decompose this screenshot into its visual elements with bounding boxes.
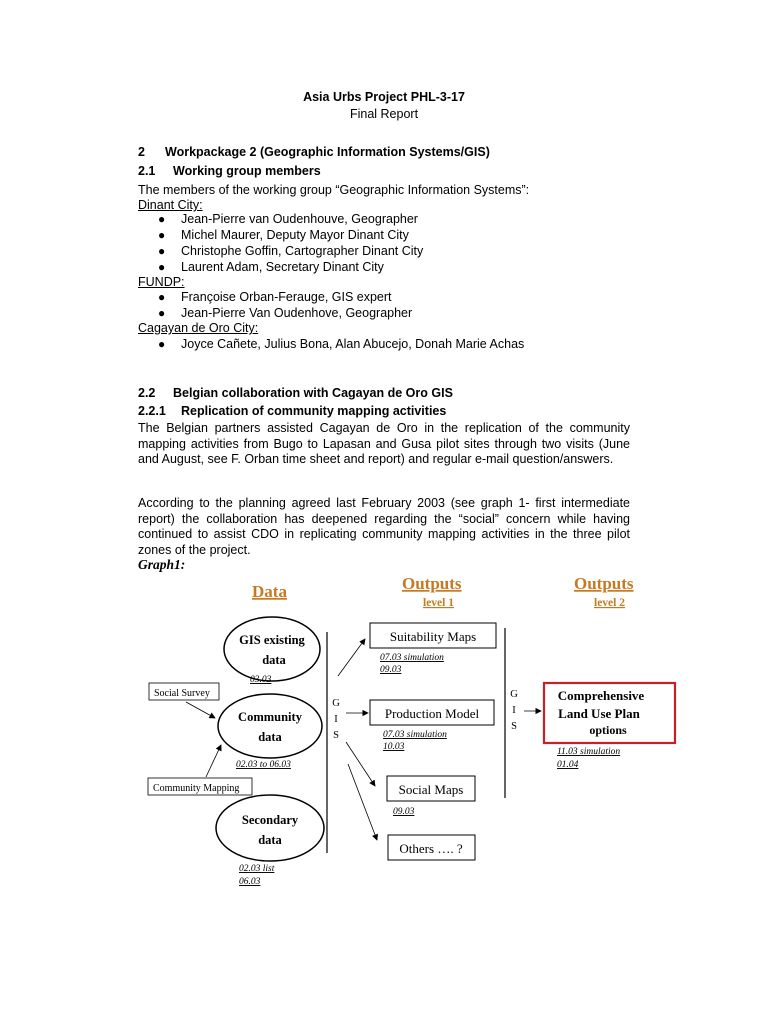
gis-letter: I xyxy=(512,705,516,716)
bullet-icon: ● xyxy=(158,337,166,351)
gis-letter: S xyxy=(333,730,339,741)
section-2-heading: Workpackage 2 (Geographic Information Systems/GIS) xyxy=(165,145,490,159)
member-item: Françoise Orban-Ferauge, GIS expert xyxy=(181,290,392,304)
section-2-2-1-number: 2.2.1 xyxy=(138,404,166,418)
heading-outputs-1: Outputs xyxy=(402,574,462,593)
section-2-number: 2 xyxy=(138,145,145,159)
bullet-icon: ● xyxy=(158,244,166,258)
section-2-1-heading: Working group members xyxy=(173,164,321,178)
paragraph-replication: The Belgian partners assisted Cagayan de Oro in the replication of the community mapping activities from Bugo to Lapasan and Gusa pilot sites through two visits (June and August, see F. Orban time sheet and report) and regular e-mail question/answers. xyxy=(138,421,630,466)
gis-letter: S xyxy=(511,721,517,732)
member-item: Laurent Adam, Secretary Dinant City xyxy=(181,260,384,274)
social-maps-date: 09.03 xyxy=(393,807,415,817)
heading-level-1: level 1 xyxy=(423,597,454,609)
gis-existing-data-node xyxy=(224,617,320,681)
gis-letter: G xyxy=(332,698,340,709)
member-item: Jean-Pierre van Oudenhouve, Geographer xyxy=(181,212,418,226)
community-label-1: Community xyxy=(238,710,302,724)
member-item: Christophe Goffin, Cartographer Dinant City xyxy=(181,244,424,258)
social-survey-label: Social Survey xyxy=(154,688,210,699)
arrow-to-others xyxy=(348,764,377,840)
secondary-label-2: data xyxy=(258,833,282,847)
heading-level-2: level 2 xyxy=(594,597,625,609)
report-subtitle: Final Report xyxy=(349,107,419,121)
others-label: Others …. ? xyxy=(399,841,463,856)
report-title: Asia Urbs Project PHL-3-17 xyxy=(303,90,465,104)
bullet-icon: ● xyxy=(158,212,166,226)
production-model-label: Production Model xyxy=(384,706,480,721)
arrow-to-social-maps xyxy=(346,742,375,786)
arrow-social-survey xyxy=(186,702,215,718)
graph-label: Graph1: xyxy=(138,557,186,572)
plan-date-2: 01.04 xyxy=(557,760,579,770)
bullet-icon: ● xyxy=(158,290,166,304)
suitability-date-2: 09.03 xyxy=(380,665,402,675)
paragraph-planning: According to the planning agreed last February 2003 (see graph 1- first intermediate report) the collaboration has deepened regarding the “social” concern while having continued to assist CDO in replicating community mapping activities in the three pilot zones of the project. xyxy=(138,496,630,557)
social-maps-label: Social Maps xyxy=(398,782,464,797)
community-label-2: data xyxy=(258,730,282,744)
gis-letter: G xyxy=(510,689,518,700)
suitability-maps-label: Suitability Maps xyxy=(389,629,477,644)
member-item: Joyce Cañete, Julius Bona, Alan Abucejo, Donah Marie Achas xyxy=(181,337,525,351)
gis-existing-date: 03.03 xyxy=(250,675,272,685)
section-2-2-1-heading: Replication of community mapping activities xyxy=(181,404,447,418)
gis-letter: I xyxy=(334,714,338,725)
member-item: Jean-Pierre Van Oudenhove, Geographer xyxy=(181,306,413,320)
community-data-node xyxy=(218,694,322,758)
arrow-community-mapping xyxy=(206,745,221,777)
working-group-intro: The members of the working group “Geographic Information Systems”: xyxy=(138,183,530,197)
plan-label-1: Comprehensive xyxy=(557,688,645,703)
bullet-icon: ● xyxy=(158,306,166,320)
bullet-icon: ● xyxy=(158,228,166,242)
suitability-date-1: 07.03 simulation xyxy=(380,653,444,663)
bullet-icon: ● xyxy=(158,260,166,274)
gis-existing-label-1: GIS existing xyxy=(239,633,305,647)
plan-label-3: options xyxy=(589,723,627,737)
secondary-date-1: 02.03 list xyxy=(239,864,275,874)
section-2-1-number: 2.1 xyxy=(138,164,156,178)
member-item: Michel Maurer, Deputy Mayor Dinant City xyxy=(181,228,409,242)
group-label-cagayan: Cagayan de Oro City: xyxy=(138,321,259,335)
plan-label-2: Land Use Plan xyxy=(558,706,640,721)
section-2-2-heading: Belgian collaboration with Cagayan de Oro GIS xyxy=(173,386,453,400)
gis-existing-label-2: data xyxy=(262,653,286,667)
section-2-2-number: 2.2 xyxy=(138,386,156,400)
community-date: 02.03 to 06.03 xyxy=(236,760,291,770)
group-label-dinant: Dinant City: xyxy=(138,198,203,212)
production-date-1: 07.03 simulation xyxy=(383,730,447,740)
secondary-data-node xyxy=(216,795,324,861)
plan-date-1: 11.03 simulation xyxy=(557,747,621,757)
group-label-fundp: FUNDP: xyxy=(138,275,185,289)
secondary-date-2: 06.03 xyxy=(239,877,261,887)
secondary-label-1: Secondary xyxy=(241,813,299,827)
heading-data: Data xyxy=(252,582,287,601)
heading-outputs-2: Outputs xyxy=(574,574,634,593)
production-date-2: 10.03 xyxy=(383,742,405,752)
arrow-to-suitability xyxy=(338,639,365,676)
community-mapping-label: Community Mapping xyxy=(153,783,240,794)
